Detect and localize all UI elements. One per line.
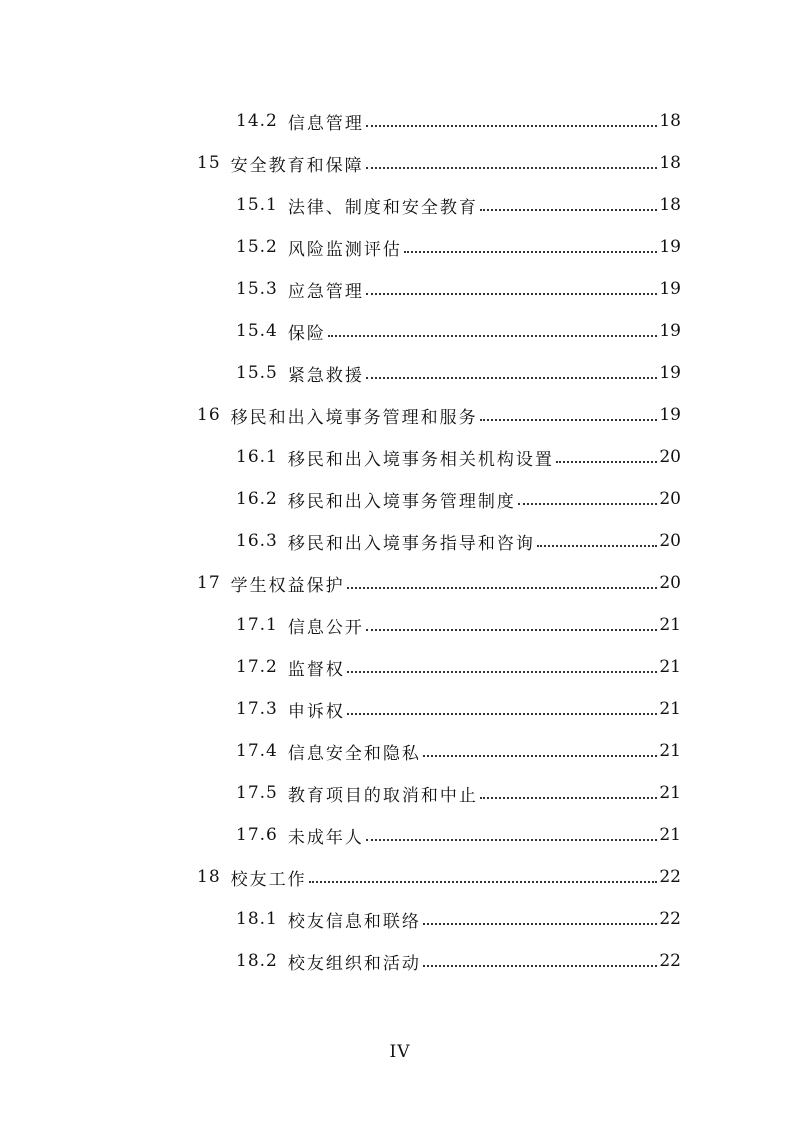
toc-entry-title: 校友工作 (230, 869, 307, 890)
toc-section-entry[interactable] (236, 646, 681, 688)
toc-section-entry[interactable] (236, 352, 681, 394)
toc-entry-page-number: 19 (659, 279, 681, 299)
toc-entry-title: 风险监测评估 (287, 239, 402, 260)
toc-entry-page-number: 19 (659, 237, 681, 257)
toc-entry-title: 监督权 (287, 659, 345, 680)
toc-section-entry[interactable] (236, 100, 681, 142)
toc-entry-page-number: 20 (659, 447, 681, 467)
toc-dot-leader (366, 153, 657, 173)
toc-entry-title: 应急管理 (287, 281, 364, 302)
toc-dot-leader (328, 321, 657, 341)
toc-dot-leader (366, 615, 657, 635)
toc-entry-number: 17.4 (236, 741, 278, 761)
toc-chapter-entry[interactable] (197, 394, 681, 436)
toc-entry-page-number: 21 (659, 783, 681, 803)
toc-dot-leader (347, 657, 657, 677)
toc-chapter-entry[interactable] (197, 562, 681, 604)
toc-dot-leader (366, 279, 657, 299)
toc-dot-leader (480, 405, 657, 425)
toc-entry-page-number: 21 (659, 657, 681, 677)
toc-entry-title: 安全教育和保障 (230, 155, 364, 176)
toc-entry-page-number: 18 (659, 153, 681, 173)
toc-section-entry[interactable] (236, 688, 681, 730)
toc-dot-leader (347, 699, 657, 719)
toc-dot-leader (518, 489, 657, 509)
toc-dot-leader (423, 909, 657, 929)
toc-section-entry[interactable] (236, 184, 681, 226)
toc-entry-page-number: 19 (659, 321, 681, 341)
toc-entry-title: 校友信息和联络 (287, 911, 421, 932)
toc-entry-number: 17.2 (236, 657, 278, 677)
toc-chapter-entry[interactable] (197, 856, 681, 898)
toc-entry-page-number: 21 (659, 615, 681, 635)
toc-dot-leader (537, 531, 657, 551)
toc-entry-title: 申诉权 (287, 701, 345, 722)
toc-entry-title: 信息安全和隐私 (287, 743, 421, 764)
toc-entry-title: 学生权益保护 (230, 575, 345, 596)
toc-dot-leader (366, 825, 657, 845)
toc-entry-page-number: 19 (659, 363, 681, 383)
toc-section-entry[interactable] (236, 226, 681, 268)
toc-section-entry[interactable] (236, 940, 681, 982)
toc-entry-number: 14.2 (236, 111, 278, 131)
toc-entry-page-number: 20 (659, 531, 681, 551)
toc-section-entry[interactable] (236, 520, 681, 562)
toc-dot-leader (404, 237, 657, 257)
toc-entry-number: 15.1 (236, 195, 278, 215)
toc-section-entry[interactable] (236, 478, 681, 520)
toc-section-entry[interactable] (236, 310, 681, 352)
toc-entry-title: 移民和出入境事务管理制度 (287, 491, 516, 512)
toc-entry-number: 15.4 (236, 321, 278, 341)
toc-section-entry[interactable] (236, 898, 681, 940)
toc-entry-page-number: 22 (659, 909, 681, 929)
toc-entry-number: 15.2 (236, 237, 278, 257)
toc-dot-leader (480, 195, 657, 215)
toc-entry-number: 17.6 (236, 825, 278, 845)
toc-entry-number: 15 (197, 153, 221, 173)
toc-entry-page-number: 19 (659, 405, 681, 425)
toc-entry-page-number: 21 (659, 741, 681, 761)
toc-section-entry[interactable] (236, 436, 681, 478)
toc-entry-number: 15.3 (236, 279, 278, 299)
toc-entry-title: 保险 (287, 323, 326, 344)
toc-section-entry[interactable] (236, 604, 681, 646)
toc-entry-number: 17.3 (236, 699, 278, 719)
toc-dot-leader (366, 363, 657, 383)
toc-dot-leader (556, 447, 657, 467)
toc-dot-leader (347, 573, 657, 593)
toc-section-entry[interactable] (236, 814, 681, 856)
toc-entry-title: 紧急救援 (287, 365, 364, 386)
toc-entry-title: 信息公开 (287, 617, 364, 638)
toc-entry-page-number: 20 (659, 573, 681, 593)
toc-entry-page-number: 20 (659, 489, 681, 509)
toc-entry-page-number: 18 (659, 195, 681, 215)
toc-entry-title: 移民和出入境事务相关机构设置 (287, 449, 554, 470)
toc-entry-title: 移民和出入境事务管理和服务 (230, 407, 478, 428)
toc-entry-title: 移民和出入境事务指导和咨询 (287, 533, 535, 554)
toc-entry-number: 18.1 (236, 909, 278, 929)
toc-entry-page-number: 22 (659, 867, 681, 887)
toc-entry-number: 16 (197, 405, 221, 425)
toc-entry-number: 16.2 (236, 489, 278, 509)
toc-entry-number: 16.3 (236, 531, 278, 551)
toc-entry-page-number: 21 (659, 699, 681, 719)
toc-entry-number: 17 (197, 573, 221, 593)
toc-entry-number: 17.5 (236, 783, 278, 803)
toc-chapter-entry[interactable] (197, 142, 681, 184)
toc-section-entry[interactable] (236, 772, 681, 814)
toc-entry-number: 18.2 (236, 951, 278, 971)
toc-entry-number: 17.1 (236, 615, 278, 635)
toc-entry-title: 校友组织和活动 (287, 953, 421, 974)
toc-entry-number: 18 (197, 867, 221, 887)
toc-entry-title: 法律、制度和安全教育 (287, 197, 478, 218)
toc-entry-number: 16.1 (236, 447, 278, 467)
table-of-contents (0, 100, 800, 982)
toc-section-entry[interactable] (236, 730, 681, 772)
toc-entry-title: 未成年人 (287, 827, 364, 848)
toc-dot-leader (309, 867, 657, 887)
toc-section-entry[interactable] (236, 268, 681, 310)
page-number: IV (389, 1042, 411, 1062)
toc-entry-title: 信息管理 (287, 113, 364, 134)
toc-entry-page-number: 21 (659, 825, 681, 845)
toc-dot-leader (423, 951, 657, 971)
toc-entry-number: 15.5 (236, 363, 278, 383)
toc-entry-title: 教育项目的取消和中止 (287, 785, 478, 806)
toc-entry-page-number: 22 (659, 951, 681, 971)
toc-dot-leader (480, 783, 657, 803)
toc-entry-page-number: 18 (659, 111, 681, 131)
toc-dot-leader (423, 741, 657, 761)
toc-dot-leader (366, 111, 657, 131)
